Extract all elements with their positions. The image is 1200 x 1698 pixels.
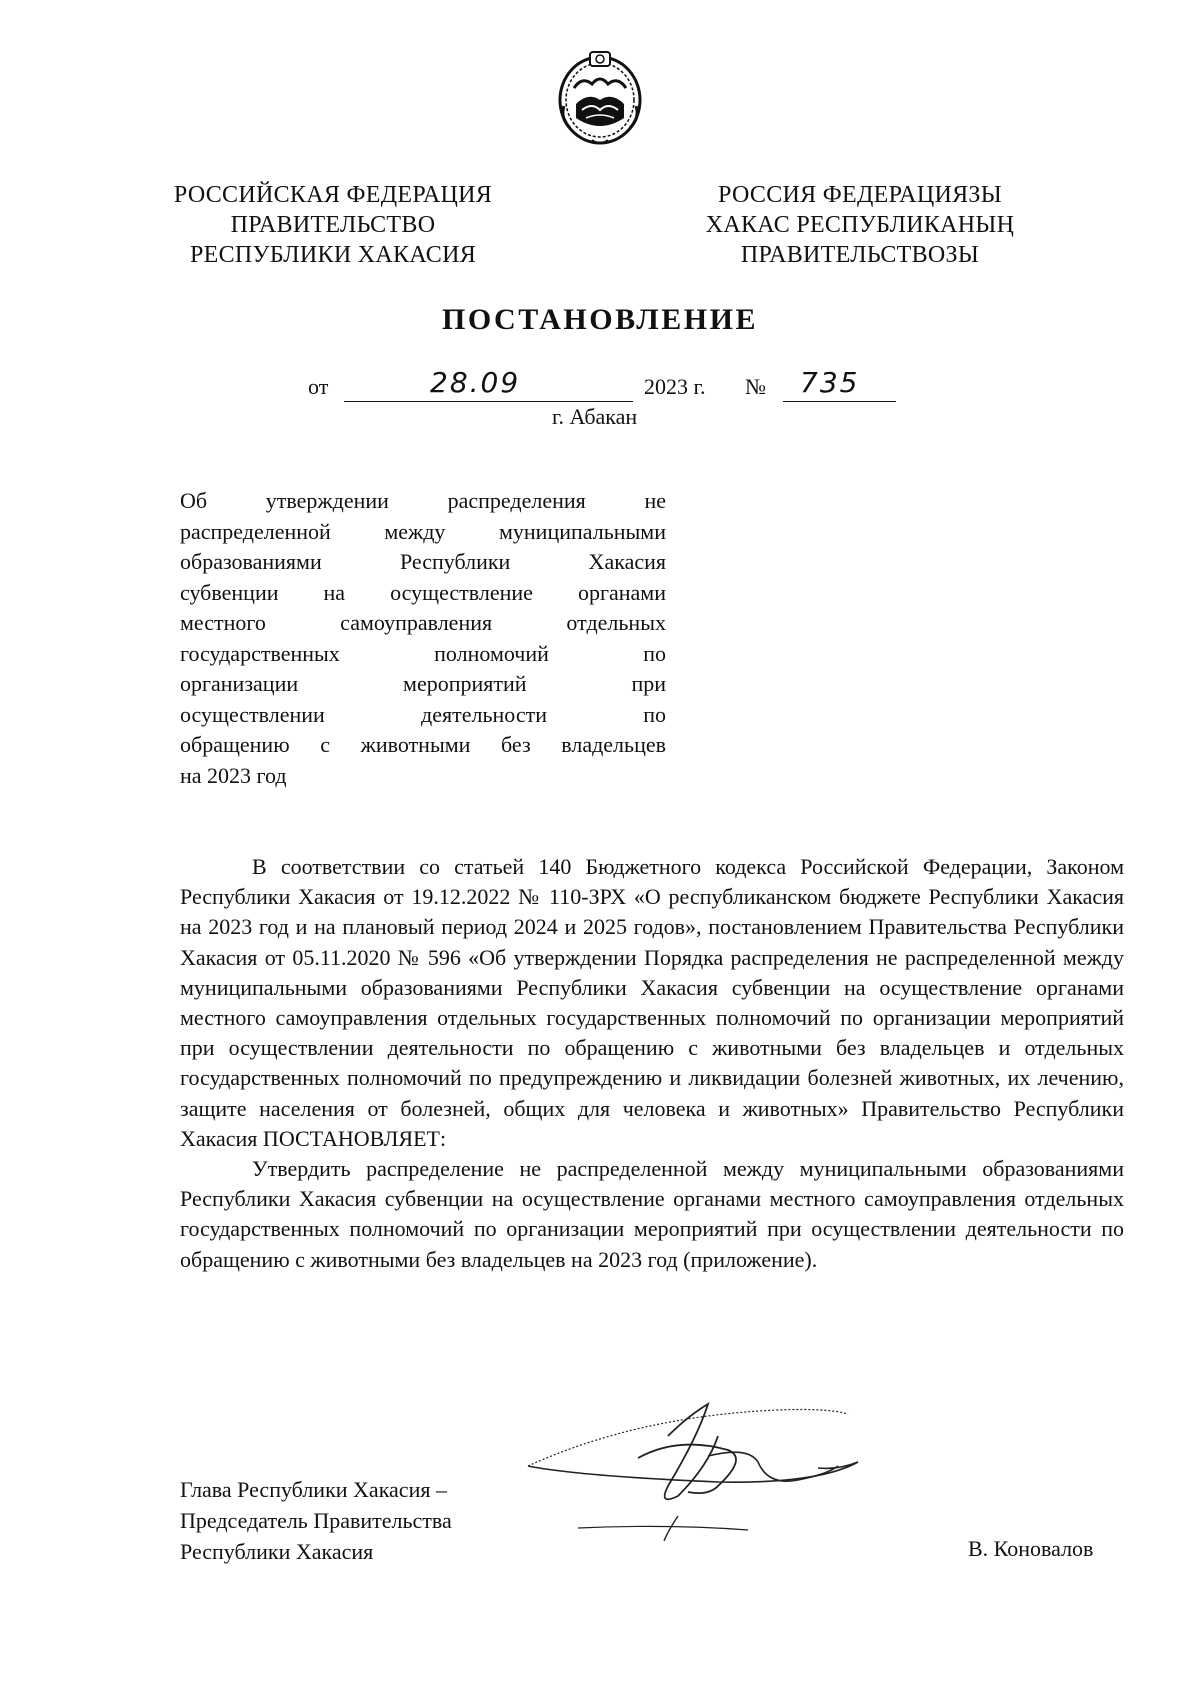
document-title: ПОСТАНОВЛЕНИЕ (442, 303, 758, 336)
subject-line: организации мероприятий при (180, 671, 666, 696)
city: г. Абакан (552, 404, 638, 429)
subject-line: обращению с животными без владельцев (180, 732, 666, 757)
coat-of-arms-icon (552, 48, 648, 148)
signatory-title-line: Глава Республики Хакасия – (180, 1477, 447, 1502)
subject-line: Об утверждении распределения не (180, 488, 666, 513)
body-paragraph: Утвердить распределение не распределенной между муниципальными образованиями Республики Хакасия субвенции на осуществление органами местного самоуправления отдельных государственных полномочий по организации мероприятий при осуществлении деятельности по обращению с животными без владельцев на 2023 год (приложение). (180, 1156, 1124, 1272)
header-right-line: РОССИЯ ФЕДЕРАЦИЯЗЫ (718, 182, 1002, 208)
date-underline (344, 401, 633, 402)
header-right-line: ХАКАС РЕСПУБЛИКАНЫҢ (705, 212, 1015, 238)
handwritten-date: 28.09 (430, 366, 521, 399)
header-left-line: ПРАВИТЕЛЬСТВО (230, 212, 436, 238)
subject-line: на 2023 год (180, 762, 287, 788)
number-label: № (745, 374, 766, 399)
header-right-line: ПРАВИТЕЛЬСТВОЗЫ (740, 242, 980, 268)
subject-line: субвенции на осуществление органами (180, 579, 666, 605)
handwritten-signature (518, 1396, 918, 1546)
date-from-label: от (308, 374, 329, 399)
body-paragraph: В соответствии со статьей 140 Бюджетного кодекса Российской Федерации, Законом Республики Хакасия от 19.12.2022 № 110-ЗРХ «О республиканском бюджете Республики Хакасия на 2023 год и на плановый период 2024 и 2025 годов», постановлением Правительства Республики Хакасия от 05.11.2020 № 596 «Об утверждении Порядка распределения не распределенной между муниципальными образованиями Республики Хакасия субвенции на осуществление органами местного самоуправления отдельных государственных полномочий по организации мероприятий при осуществлении деятельности по обращению с животными без владельцев и отдельных государственных полномочий по предупреждению и ликвидации болезней животных, их лечению, защите населения от болезней, общих для человека и животных» Правительство Республики Хакасия ПОСТАНОВЛЯЕТ: (180, 854, 1124, 1151)
handwritten-number: 735 (800, 366, 860, 399)
signatory-title-line: Республики Хакасия (180, 1539, 374, 1564)
subject-line: распределенной между муниципальными (180, 518, 666, 544)
body-text (180, 852, 1124, 1275)
signatory-name: В. Коновалов (968, 1536, 1094, 1561)
header-left-line: РЕСПУБЛИКИ ХАКАСИЯ (189, 242, 477, 268)
header-left-line: РОССИЙСКАЯ ФЕДЕРАЦИЯ (173, 182, 493, 208)
subject-line: образованиями Республики Хакасия (180, 549, 666, 574)
header-right-block (694, 180, 1026, 270)
subject-block (180, 486, 666, 791)
signatory-title-line: Председатель Правительства (180, 1508, 452, 1533)
subject-line: местного самоуправления отдельных (180, 610, 666, 635)
signatory-title (180, 1474, 452, 1567)
date-year: 2023 г. (644, 374, 706, 399)
subject-line: государственных полномочий по (180, 640, 666, 666)
subject-line: осуществлении деятельности по (180, 701, 666, 727)
number-underline (783, 401, 896, 402)
dateline (0, 366, 1200, 406)
header-left-block (168, 180, 498, 270)
